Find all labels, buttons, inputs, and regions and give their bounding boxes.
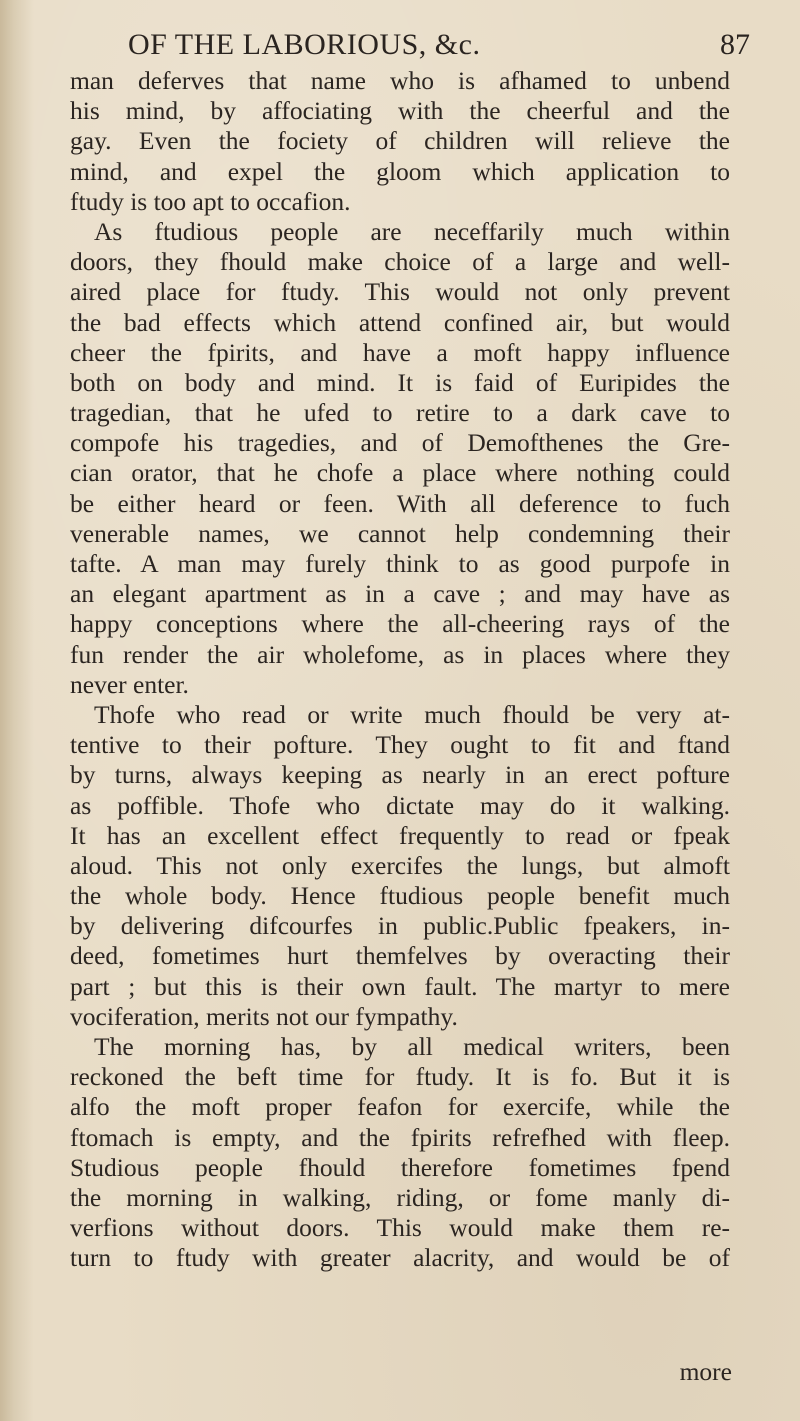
text-line: mind, and expel the gloom which application to [70,156,730,186]
text-line: Thofe who read or write much fhould be very at- [94,699,730,729]
text-line: the bad effects which attend confined air, but would [70,307,730,337]
page-gutter-shadow [0,0,34,1421]
text-line: be either heard or feen. With all deference to fuch [70,488,730,518]
text-line: an elegant apartment as in a cave ; and may have as [70,579,730,609]
text-line: tafte. A man may furely think to as good purpofe in [70,549,730,578]
text-line: happy conceptions where the all-cheering rays of the [70,609,730,639]
running-head [40,22,800,62]
text-line: aloud. This not only exercifes the lungs, but almoft [70,850,730,880]
text-line: tragedian, that he ufed to retire to a dark cave to [70,398,730,428]
text-line: gay. Even the fociety of children will relieve the [70,126,730,156]
text-line: Studious people fhould therefore fometimes fpend [70,1152,730,1182]
text-line: cian orator, that he chofe a place where nothing could [70,458,730,488]
running-head-title: OF THE LABORIOUS, &c. [128,28,481,61]
text-line: aired place for ftudy. This would not only prevent [70,277,730,307]
text-line: The morning has, by all medical writers, been [94,1032,730,1061]
text-line: ftudy is too apt to occafion. [70,186,351,216]
text-line: It has an excellent effect frequently to read or fpeak [70,820,730,850]
text-line: never enter. [70,669,189,699]
text-line: vociferation, merits not our fympathy. [70,1001,458,1031]
text-line: fun render the air wholefome, as in places where they [70,639,730,669]
text-line: alfo the moft proper feafon for exercife, while the [70,1092,730,1122]
text-line: As ftudious people are neceffarily much within [94,216,730,246]
text-line: man deferves that name who is afhamed to unbend [70,66,730,95]
text-line: venerable names, we cannot help condemning their [70,518,730,548]
text-line: the morning in walking, riding, or fome manly di- [70,1182,730,1212]
text-line: by turns, always keeping as nearly in an erect pofture [70,760,730,790]
text-line: cheer the fpirits, and have a moft happy influence [70,337,730,367]
text-line: deed, fometimes hurt themfelves by overacting their [70,941,730,971]
body-text [70,66,730,1274]
text-line: tentive to their pofture. They ought to fit and ftand [70,730,730,760]
text-line: by delivering difcourfes in public.Public fpeakers, in- [70,911,730,941]
text-line: as poffible. Thofe who dictate may do it walking. [70,790,730,820]
text-line: verfions without doors. This would make them re- [70,1213,730,1243]
text-line: his mind, by affociating with the cheerful and the [70,96,730,126]
text-line: doors, they fhould make choice of a large and well- [70,247,730,277]
text-line: reckoned the beft time for ftudy. It is fo. But it is [70,1062,730,1092]
text-line: part ; but this is their own fault. The martyr to mere [70,971,730,1001]
text-line: the whole body. Hence ftudious people benefit much [70,881,730,911]
catchword: more [679,1357,732,1386]
page-number: 87 [720,28,750,61]
text-line: turn to ftudy with greater alacrity, and would be of [70,1243,730,1273]
text-line: compofe his tragedies, and of Demofthenes the Gre- [70,428,730,458]
text-line: both on body and mind. It is faid of Euripides the [70,367,730,397]
text-line: ftomach is empty, and the fpirits refrefhed with fleep. [70,1122,730,1152]
